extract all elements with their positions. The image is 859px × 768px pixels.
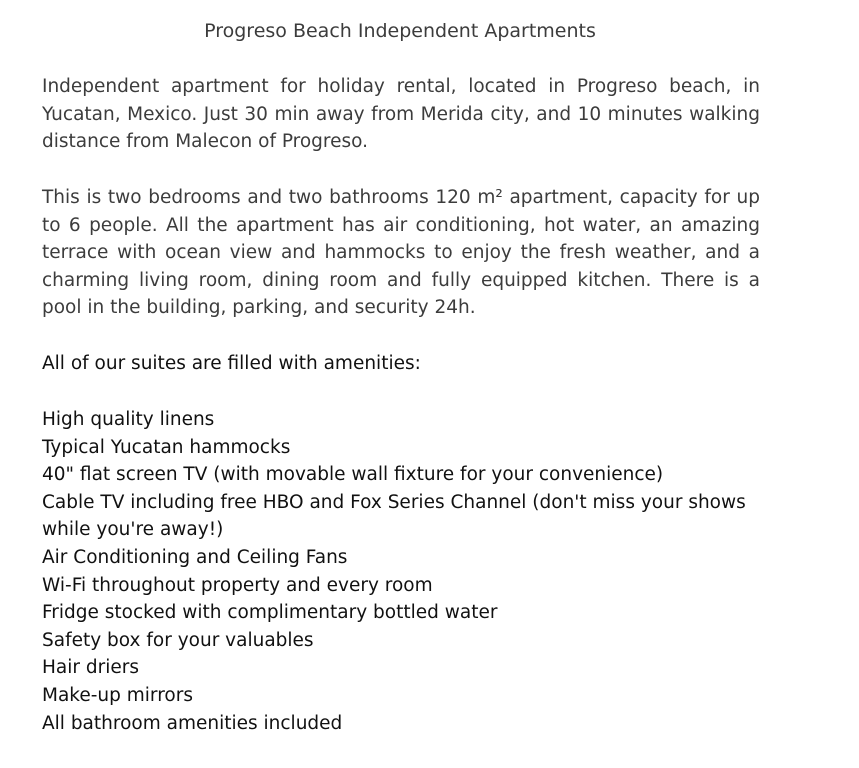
amenity-item: High quality linens xyxy=(42,409,215,430)
amenity-item: Hair driers xyxy=(42,657,139,679)
amenities-list xyxy=(42,406,782,737)
amenity-item: All bathroom amenities included xyxy=(42,712,343,734)
amenities-heading: All of our suites are filled with amenities: xyxy=(42,353,421,374)
intro-paragraph: Independent apartment for holiday rental, located in Progreso beach, in Yucatan, Mexico. Just 30 min away from Merida city, and 10 minutes walking distance from Malecon of Progreso. xyxy=(42,76,760,152)
apartment-description-paragraph: This is two bedrooms and two bathrooms 120 m² apartment, capacity for up to 6 people. All the apartment has air conditioning, hot water, an amazing terrace with ocean view and hammocks to enjoy the fresh weather, and a charming living room, dining room and fully equipped kitchen. There is a pool in the building, parking, and security 24h. xyxy=(42,187,760,318)
amenity-item: Fridge stocked with complimentary bottled water xyxy=(42,602,498,624)
amenity-item: Air Conditioning and Ceiling Fans xyxy=(42,546,348,568)
amenity-item: Typical Yucatan hammocks xyxy=(42,436,291,458)
amenity-item: Make-up mirrors xyxy=(42,684,193,706)
amenity-item: Safety box for your valuables xyxy=(42,629,314,651)
document-title: Progreso Beach Independent Apartments xyxy=(204,20,596,42)
amenity-item: Wi-Fi throughout property and every room xyxy=(42,574,433,596)
amenity-item: 40" flat screen TV (with movable wall fixture for your convenience) xyxy=(42,464,664,486)
amenity-item: Cable TV including free HBO and Fox Series Channel (don't miss your shows while you're away!) xyxy=(42,491,746,541)
